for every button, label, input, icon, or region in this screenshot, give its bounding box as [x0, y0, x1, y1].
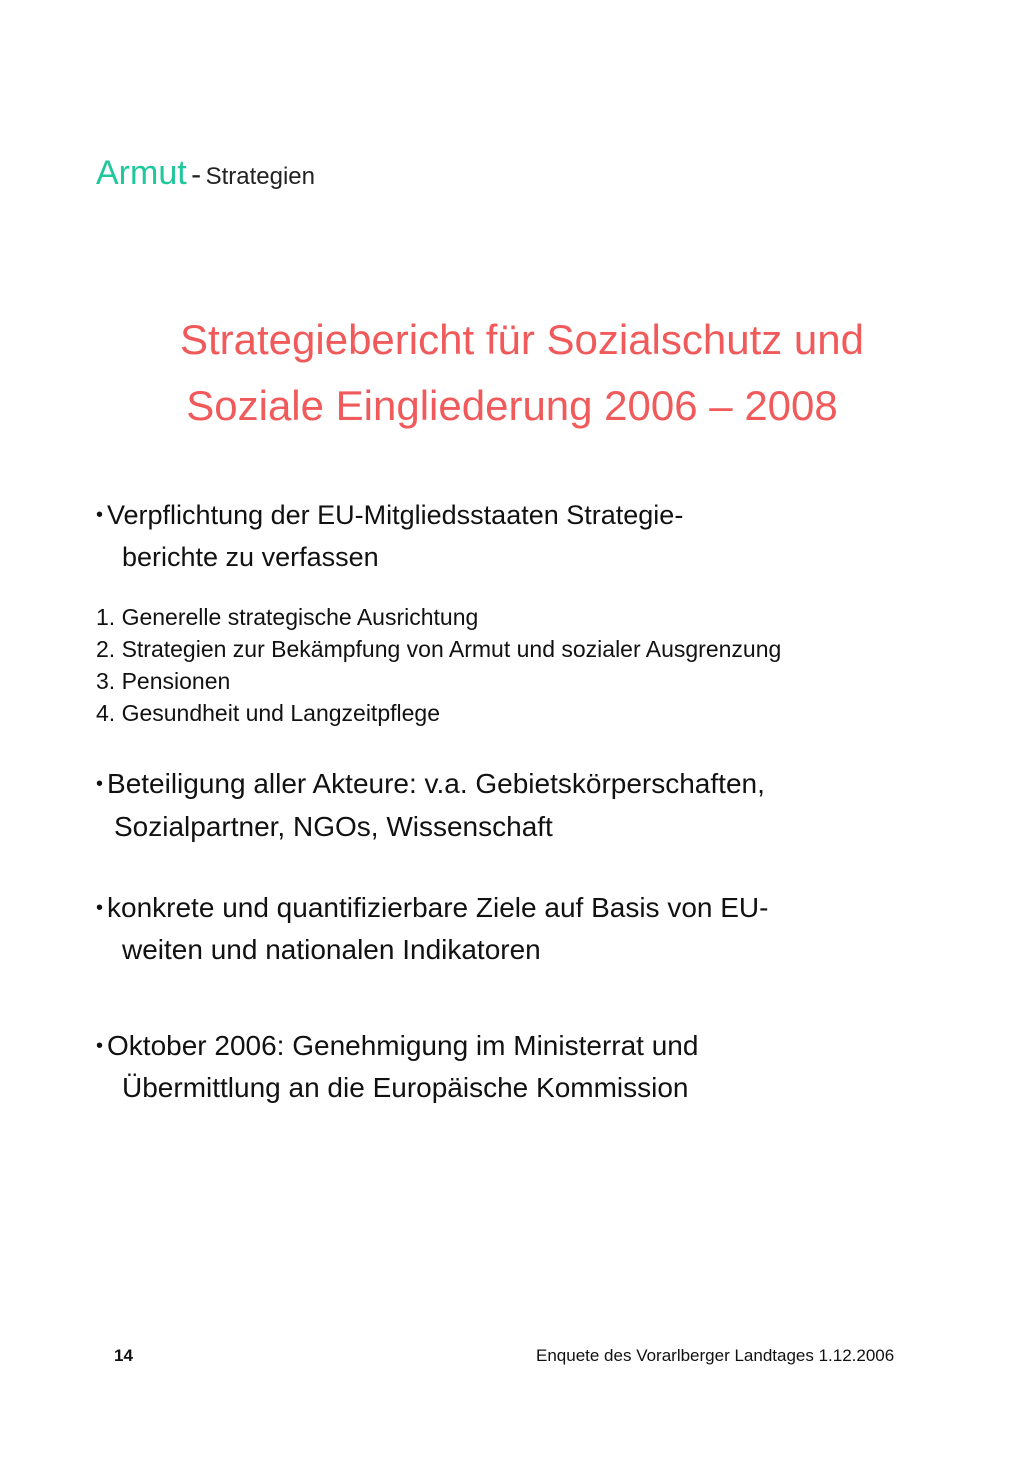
bullet-item-4-line-1: [96, 1030, 698, 1062]
section-header: [96, 154, 315, 193]
bullet-text: Beteiligung aller Akteure: v.a. Gebietskörperschaften,: [107, 768, 765, 799]
bullet-item-1-line-2: berichte zu verfassen: [122, 542, 379, 572]
page-title-line-1: Strategiebericht für Sozialschutz und: [179, 316, 865, 363]
page-number: 14: [114, 1346, 133, 1365]
header-separator: -: [191, 158, 202, 191]
header-main-label: Armut: [96, 154, 187, 192]
page-title-line-2: Soziale Eingliederung 2006 – 2008: [186, 382, 838, 429]
list-item-1: 1. Generelle strategische Ausrichtung: [96, 604, 479, 630]
footer-text: Enquete des Vorarlberger Landtages 1.12.2006: [536, 1346, 895, 1365]
bullet-text: Verpflichtung der EU-Mitgliedsstaaten Strategie-: [107, 500, 684, 530]
bullet-icon: •: [96, 1035, 104, 1057]
list-item-4: 4. Gesundheit und Langzeitpflege: [96, 700, 440, 726]
bullet-icon: •: [96, 504, 104, 526]
bullet-item-2-line-1: [96, 768, 765, 800]
list-item-2: 2. Strategien zur Bekämpfung von Armut und sozialer Ausgrenzung: [96, 636, 782, 662]
bullet-item-3-line-2: weiten und nationalen Indikatoren: [122, 934, 541, 965]
bullet-text: konkrete und quantifizierbare Ziele auf Basis von EU-: [107, 892, 769, 923]
bullet-icon: •: [96, 773, 104, 795]
bullet-item-4-line-2: Übermittlung an die Europäische Kommission: [122, 1072, 689, 1103]
bullet-text: Oktober 2006: Genehmigung im Ministerrat und: [107, 1030, 699, 1061]
list-item-3: 3. Pensionen: [96, 668, 231, 694]
bullet-item-1-line-1: [96, 500, 683, 531]
header-sub-label: Strategien: [205, 163, 315, 190]
bullet-icon: •: [96, 897, 104, 919]
bullet-item-3-line-1: [96, 892, 768, 924]
bullet-item-2-line-2: Sozialpartner, NGOs, Wissenschaft: [114, 811, 553, 842]
